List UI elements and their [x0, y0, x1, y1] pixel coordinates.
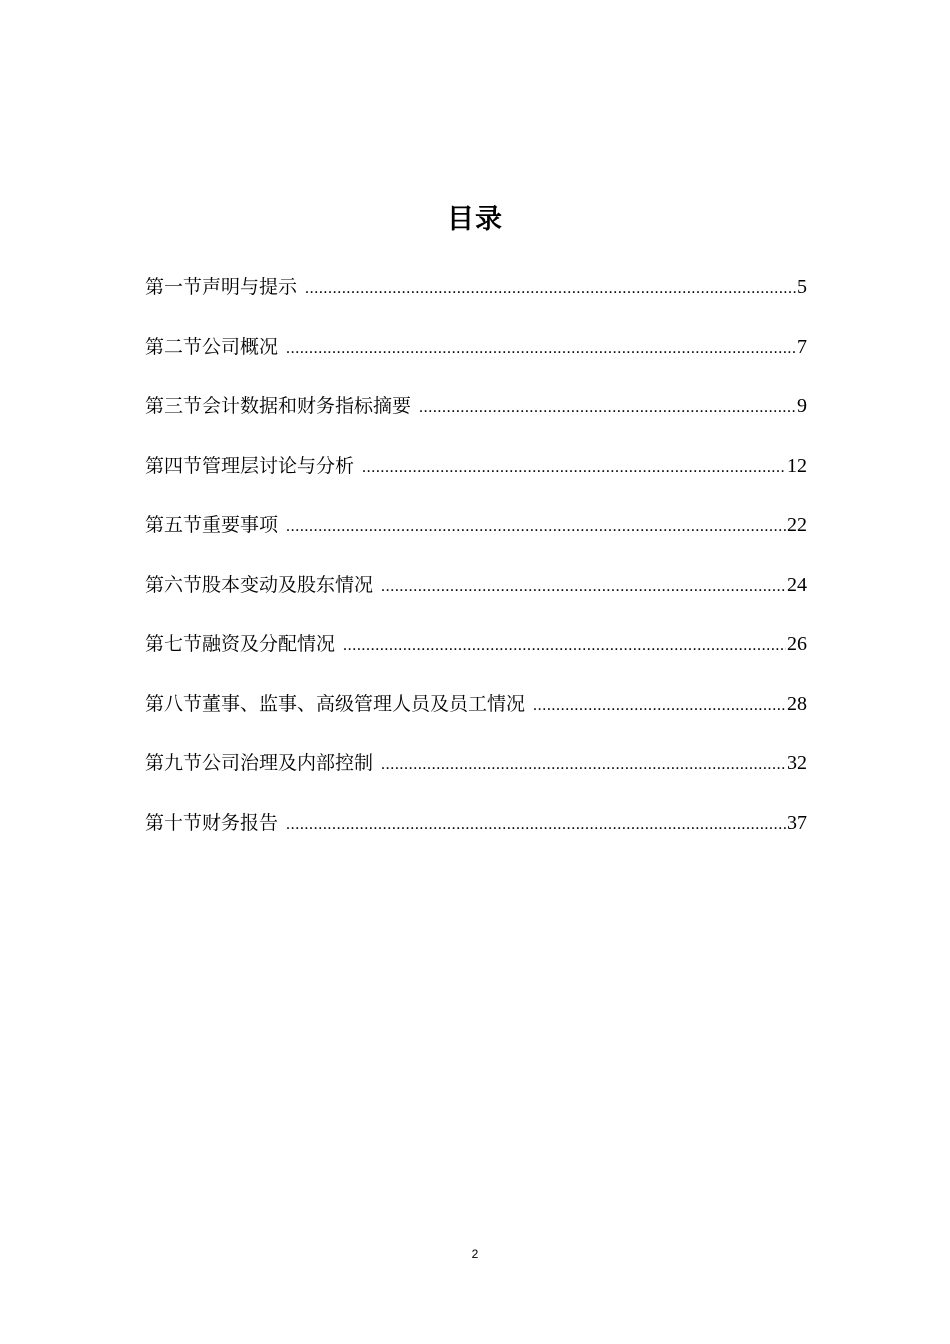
- toc-entry-label: 第六节股本变动及股东情况: [145, 573, 374, 596]
- toc-leader-dots: [286, 330, 796, 368]
- toc-leader-dots: [343, 627, 786, 665]
- toc-entry-label: 第五节重要事项: [145, 514, 279, 536]
- toc-entry[interactable]: [145, 566, 807, 626]
- toc-leader-dots: [286, 806, 786, 844]
- toc-entry[interactable]: [145, 685, 807, 745]
- toc-title: 目录: [447, 204, 503, 235]
- toc-entry-label: 第八节董事、监事、高级管理人员及员工情况: [145, 692, 526, 715]
- toc-leader-dots: [305, 270, 796, 308]
- toc-entry-page: 24: [787, 573, 807, 596]
- toc-entry-label: 第九节公司治理及内部控制: [145, 752, 374, 774]
- toc-entry[interactable]: [145, 328, 807, 388]
- toc-entry-page: 22: [787, 514, 807, 536]
- toc-entry-page: 7: [797, 335, 807, 358]
- toc-entry[interactable]: [145, 268, 807, 328]
- toc-leader-dots: [362, 449, 786, 487]
- toc-entry[interactable]: [145, 625, 807, 685]
- toc-entry-label: 第二节公司概况: [145, 335, 279, 358]
- toc-entry[interactable]: [145, 506, 807, 566]
- toc-entry-label: 第四节管理层讨论与分析: [145, 454, 355, 477]
- page-number: 2: [471, 1247, 479, 1261]
- toc-entry[interactable]: [145, 447, 807, 507]
- toc-entry-page: 5: [797, 276, 807, 298]
- toc-entry-page: 26: [787, 633, 807, 655]
- toc-entry-label: 第十节财务报告: [145, 811, 279, 834]
- toc-entry-label: 第三节会计数据和财务指标摘要: [145, 395, 412, 417]
- toc-entry[interactable]: [145, 804, 807, 864]
- toc-entry-page: 12: [787, 454, 807, 477]
- toc-leader-dots: [381, 568, 786, 606]
- toc-leader-dots: [381, 746, 786, 784]
- toc-leader-dots: [286, 508, 786, 546]
- toc-entry-label: 第七节融资及分配情况: [145, 633, 336, 655]
- toc-entry-page: 9: [797, 395, 807, 417]
- toc-entry-page: 37: [787, 811, 807, 834]
- toc-leader-dots: [419, 389, 796, 427]
- toc-entry[interactable]: [145, 744, 807, 804]
- toc-entry-page: 32: [787, 752, 807, 774]
- toc-entry-page: 28: [787, 692, 807, 715]
- toc-leader-dots: [533, 687, 786, 725]
- toc-entry[interactable]: [145, 387, 807, 447]
- toc-entry-label: 第一节声明与提示: [145, 276, 298, 298]
- toc-list: [145, 268, 807, 863]
